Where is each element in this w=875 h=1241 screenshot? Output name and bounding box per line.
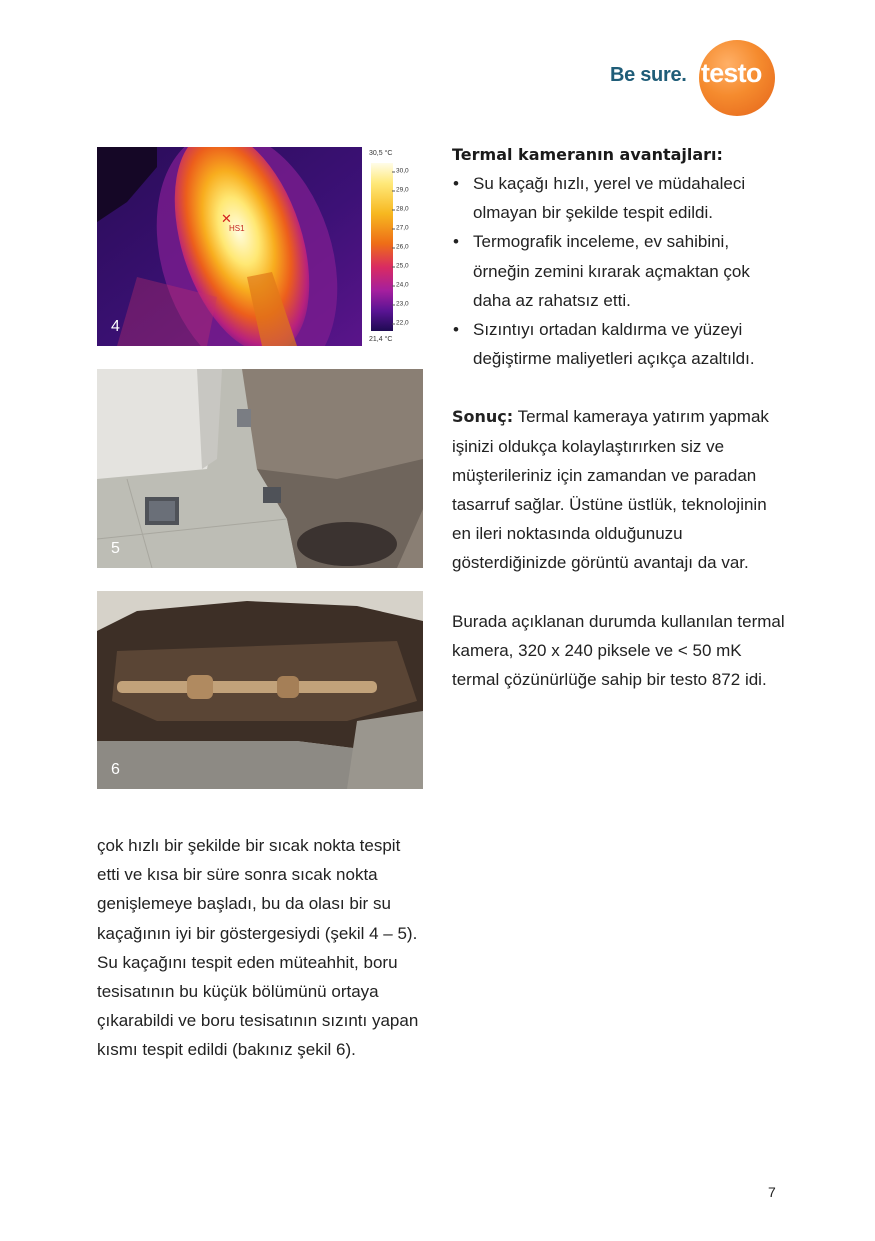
hotspot-marker-icon: ✕ <box>221 212 232 227</box>
figure-number: 5 <box>111 540 120 557</box>
list-item: • Termografik inceleme, ev sahibini, örneğin zemini kırarak açmaktan çok daha az rahatsız etti. <box>452 227 787 315</box>
conclusion-text: Termal kameraya yatırım yapmak işinizi oldukça kolaylaştırırken siz ve müşterileriniz için zamandan ve paradan tasarruf sağlar. Üstüne üstlük, teknolojinin en ileri noktasında olduğunuzu gösterdiğinizde görüntü avantajı da var. <box>452 407 769 573</box>
camera-note-paragraph: Burada açıklanan durumda kullanılan termal kamera, 320 x 240 piksele ve < 50 mK termal çözünürlüğe sahip bir testo 872 idi. <box>452 611 785 690</box>
figure-number: 4 <box>111 318 120 335</box>
list-item: • Sızıntıyı ortadan kaldırma ve yüzeyi değiştirme maliyetleri açıkça azaltıldı. <box>452 315 787 373</box>
advantages-list <box>452 169 787 373</box>
temperature-scale <box>362 147 423 346</box>
hotspot-label: HS1 <box>229 224 245 233</box>
scale-ticks <box>396 163 422 331</box>
scale-max-label: 30,5 °C <box>369 150 393 157</box>
scale-tick: 30,0 <box>396 167 409 175</box>
figure-6-photo <box>97 591 423 789</box>
scale-tick: 28,0 <box>396 205 409 213</box>
scale-tick: 23,0 <box>396 300 409 308</box>
list-item: • Su kaçağı hızlı, yerel ve müdahaleci olmayan bir şekilde tespit edildi. <box>452 169 787 227</box>
figure-5-photo <box>97 369 423 568</box>
body-paragraph-left: çok hızlı bir şekilde bir sıcak nokta tespit etti ve kısa bir süre sonra sıcak nokta genişlemeye başladı, bu da olası bir su kaçağının iyi bir göstergesiydi (şekil 4 – 5). Su kaçağını tespit eden müteahhit, boru tesisatının bu küçük bölümünü ortaya çıkarabildi ve boru tesisatının sızıntı yapan kısmı tespit edildi (bakınız şekil 6). <box>97 836 419 1060</box>
thermal-image <box>97 147 362 346</box>
conclusion-lead: Sonuç: <box>452 407 514 427</box>
logo-wordmark: testo <box>701 58 762 88</box>
floor-photo <box>97 369 423 568</box>
scale-min-label: 21,4 °C <box>369 336 393 343</box>
scale-tick: 22,0 <box>396 319 409 327</box>
brand-header <box>610 40 785 112</box>
scale-tick: 25,0 <box>396 262 409 270</box>
color-scale-bar <box>371 163 393 331</box>
pipe-photo <box>97 591 423 789</box>
scale-tick: 27,0 <box>396 224 409 232</box>
advantages-heading: Termal kameranın avantajları: <box>452 145 723 164</box>
figure-number: 6 <box>111 761 120 778</box>
figure-4-thermal-image <box>97 147 423 346</box>
conclusion-paragraph <box>452 402 787 577</box>
scale-tick: 29,0 <box>396 186 409 194</box>
scale-tick: 24,0 <box>396 281 409 289</box>
brand-tagline: Be sure. <box>610 64 687 86</box>
page-number: 7 <box>768 1184 776 1200</box>
right-column <box>452 140 787 694</box>
scale-tick: 26,0 <box>396 243 409 251</box>
